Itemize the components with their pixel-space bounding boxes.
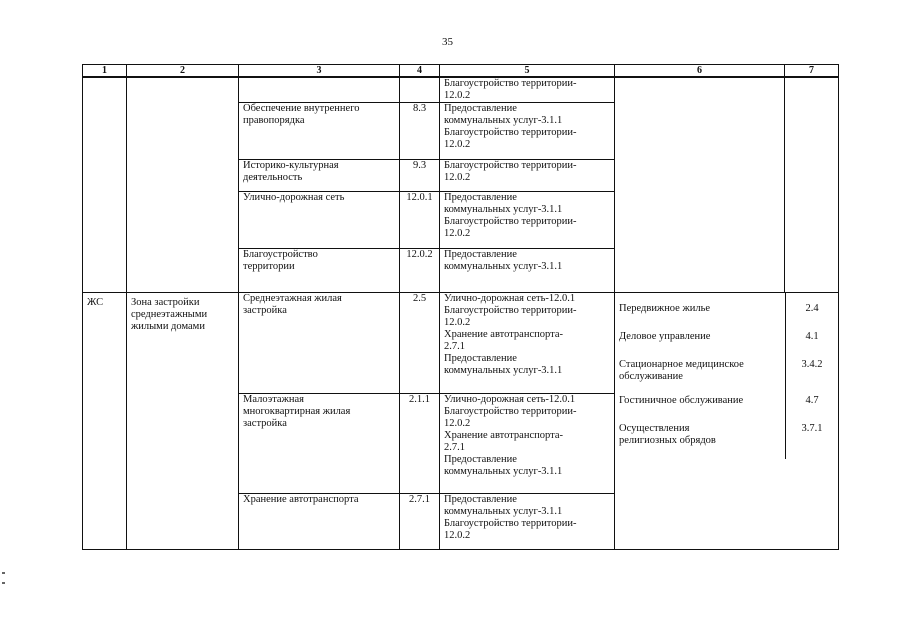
use-name-cell bbox=[239, 103, 400, 160]
use-name-cell bbox=[239, 394, 400, 494]
use-name-cell bbox=[239, 293, 400, 394]
conditional-use-line: Деловое управление bbox=[619, 331, 711, 342]
use-name-line: многоквартирная жилая bbox=[243, 406, 351, 417]
use-name-cell bbox=[239, 77, 400, 103]
aux-use-cell bbox=[440, 160, 615, 192]
conditional-code-item: 3.7.1 bbox=[801, 423, 823, 434]
aux-use-cell bbox=[440, 77, 615, 103]
use-name-line: Обеспечение внутреннего bbox=[243, 103, 360, 114]
aux-use-line: коммунальных услуг-3.1.1 bbox=[444, 261, 563, 272]
conditional-use-line: Стационарное медицинское bbox=[619, 359, 744, 370]
table-row bbox=[83, 293, 839, 394]
page-number: 35 bbox=[442, 36, 453, 48]
use-name-line: Среднеэтажная жилая bbox=[243, 293, 342, 304]
conditional-code-item: 3.4.2 bbox=[801, 359, 823, 370]
conditional-use-item bbox=[619, 331, 781, 359]
aux-use-line: Улично-дорожная сеть-12.0.1 bbox=[444, 394, 576, 405]
aux-use-line: 2.7.1 bbox=[444, 341, 465, 352]
conditional-code-item: 4.7 bbox=[805, 395, 819, 406]
header-cell: 1 bbox=[83, 65, 127, 78]
use-name-line: Благоустройство bbox=[243, 249, 318, 260]
aux-use-line: коммунальных услуг-3.1.1 bbox=[444, 115, 563, 126]
zone-name-line: жилыми домами bbox=[131, 321, 205, 332]
aux-use-line: 12.0.2 bbox=[444, 90, 471, 101]
aux-use-line: коммунальных услуг-3.1.1 bbox=[444, 365, 563, 376]
use-name-line: Хранение автотранспорта bbox=[243, 494, 359, 505]
use-code-cell: 9.3 bbox=[400, 160, 440, 192]
zone-name-cell bbox=[127, 77, 239, 293]
aux-use-cell bbox=[440, 394, 615, 494]
aux-use-line: 12.0.2 bbox=[444, 530, 471, 541]
aux-use-line: Благоустройство территории- bbox=[444, 127, 577, 138]
use-name-cell bbox=[239, 192, 400, 249]
aux-use-line: Предоставление bbox=[444, 249, 517, 260]
aux-use-line: Предоставление bbox=[444, 494, 517, 505]
scan-mark bbox=[2, 582, 5, 584]
conditional-use-list bbox=[615, 293, 786, 459]
use-name-line: деятельность bbox=[243, 172, 303, 183]
conditional-code-item: 4.1 bbox=[805, 331, 819, 342]
aux-use-cell bbox=[440, 293, 615, 394]
zone-code-cell: ЖС bbox=[83, 293, 127, 550]
aux-use-line: Хранение автотранспорта- bbox=[444, 430, 563, 441]
zone-name-line: Зона застройки bbox=[131, 297, 200, 308]
use-code-cell: 2.7.1 bbox=[400, 494, 440, 550]
use-name-line: застройка bbox=[243, 305, 287, 316]
aux-use-line: Предоставление bbox=[444, 454, 517, 465]
use-name-line: Улично-дорожная сеть bbox=[243, 192, 345, 203]
scan-mark bbox=[2, 572, 5, 574]
header-cell: 7 bbox=[785, 65, 839, 78]
conditional-use-cell bbox=[615, 77, 785, 293]
zone-name-line: среднеэтажными bbox=[131, 309, 208, 320]
conditional-use-line: религиозных обрядов bbox=[619, 435, 716, 446]
conditional-uses-cell bbox=[615, 293, 839, 550]
conditional-use-item bbox=[619, 303, 781, 331]
use-name-cell bbox=[239, 494, 400, 550]
use-name-line: Историко-культурная bbox=[243, 160, 339, 171]
aux-use-line: Благоустройство территории- bbox=[444, 518, 577, 529]
header-cell: 2 bbox=[127, 65, 239, 78]
aux-use-line: 12.0.2 bbox=[444, 317, 471, 328]
aux-use-line: 2.7.1 bbox=[444, 442, 465, 453]
conditional-use-item bbox=[619, 359, 781, 395]
conditional-use-line: обслуживание bbox=[619, 371, 683, 382]
use-name-line: территории bbox=[243, 261, 295, 272]
aux-use-line: коммунальных услуг-3.1.1 bbox=[444, 466, 563, 477]
aux-use-line: Предоставление bbox=[444, 103, 517, 114]
conditional-code-cell bbox=[785, 77, 839, 293]
aux-use-line: 12.0.2 bbox=[444, 172, 471, 183]
aux-use-line: 12.0.2 bbox=[444, 139, 471, 150]
header-cell: 4 bbox=[400, 65, 440, 78]
use-name-cell bbox=[239, 249, 400, 293]
aux-use-line: Благоустройство территории- bbox=[444, 160, 577, 171]
use-name-line: Малоэтажная bbox=[243, 394, 304, 405]
conditional-use-item bbox=[619, 395, 781, 423]
use-code-cell bbox=[400, 77, 440, 103]
aux-use-line: Предоставление bbox=[444, 353, 517, 364]
conditional-code-list bbox=[786, 293, 838, 459]
use-code-cell: 12.0.1 bbox=[400, 192, 440, 249]
aux-use-cell bbox=[440, 494, 615, 550]
conditional-code-item: 2.4 bbox=[805, 303, 819, 314]
aux-use-line: Благоустройство территории- bbox=[444, 406, 577, 417]
use-code-cell: 12.0.2 bbox=[400, 249, 440, 293]
aux-use-line: Благоустройство территории- bbox=[444, 216, 577, 227]
header-row bbox=[83, 65, 839, 78]
aux-use-cell bbox=[440, 192, 615, 249]
conditional-use-line: Гостиничное обслуживание bbox=[619, 395, 744, 406]
use-name-line: застройка bbox=[243, 418, 287, 429]
aux-use-line: коммунальных услуг-3.1.1 bbox=[444, 506, 563, 517]
aux-use-cell bbox=[440, 249, 615, 293]
use-name-line: правопорядка bbox=[243, 115, 305, 126]
conditional-use-item bbox=[619, 423, 781, 459]
aux-use-line: 12.0.2 bbox=[444, 418, 471, 429]
use-code-cell: 2.5 bbox=[400, 293, 440, 394]
conditional-use-line: Осуществления bbox=[619, 423, 690, 434]
use-name-cell bbox=[239, 160, 400, 192]
zone-code-cell bbox=[83, 77, 127, 293]
header-cell: 5 bbox=[440, 65, 615, 78]
aux-use-line: 12.0.2 bbox=[444, 228, 471, 239]
aux-use-line: Благоустройство территории- bbox=[444, 305, 577, 316]
use-code-cell: 8.3 bbox=[400, 103, 440, 160]
aux-use-line: Улично-дорожная сеть-12.0.1 bbox=[444, 293, 576, 304]
conditional-use-line: Передвижное жилье bbox=[619, 303, 711, 314]
aux-use-line: Хранение автотранспорта- bbox=[444, 329, 563, 340]
aux-use-line: Предоставление bbox=[444, 192, 517, 203]
use-code-cell: 2.1.1 bbox=[400, 394, 440, 494]
header-cell: 6 bbox=[615, 65, 785, 78]
table-row bbox=[83, 77, 839, 103]
header-cell: 3 bbox=[239, 65, 400, 78]
zone-name-cell bbox=[127, 293, 239, 550]
land-use-table bbox=[82, 64, 839, 550]
aux-use-line: Благоустройство территории- bbox=[444, 78, 577, 89]
aux-use-line: коммунальных услуг-3.1.1 bbox=[444, 204, 563, 215]
aux-use-cell bbox=[440, 103, 615, 160]
